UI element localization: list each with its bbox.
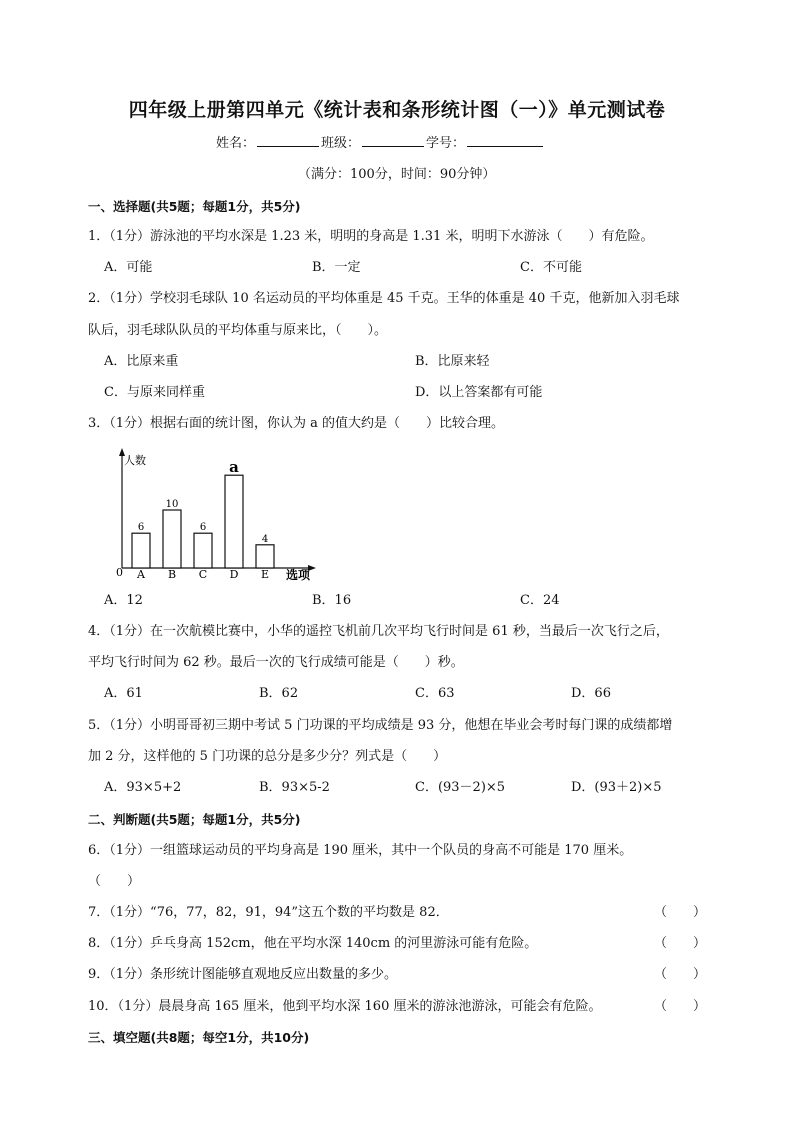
question-4-line-1: 4．（1分）在一次航模比赛中，小华的遥控飞机前几次平均飞行时间是 61 秒，当最后一次飞行之后， (88, 624, 669, 639)
q4-option-a[interactable]: A．61 (104, 686, 143, 701)
q3-option-c[interactable]: C．24 (520, 593, 560, 608)
q1-option-b[interactable]: B．一定 (312, 260, 361, 275)
tick-label-c: C (198, 568, 208, 581)
q5-option-b[interactable]: B．93×5-2 (259, 780, 330, 795)
origin-label: 0 (116, 566, 123, 579)
q4-option-d[interactable]: D．66 (571, 686, 611, 701)
question-2-line-2: 队后，羽毛球队队员的平均体重与原来比，（ ）。 (88, 323, 388, 338)
question-4-line-2: 平均飞行时间为 62 秒。最后一次的飞行成绩可能是（ ）秒。 (88, 655, 464, 670)
page-title: 四年级上册第四单元《统计表和条形统计图（一）》单元测试卷 (128, 99, 666, 121)
student-info-line (216, 134, 545, 153)
data-label-d: a (229, 458, 239, 477)
q5-option-d[interactable]: D．(93＋2)×5 (571, 780, 662, 795)
section-2-heading: 二、判断题(共5题；每题1分，共5分) (88, 812, 301, 827)
q8-answer-paren[interactable]: （ ） (654, 936, 707, 951)
bar-c (194, 533, 212, 568)
tick-label-d: D (229, 568, 239, 581)
q5-option-c[interactable]: C．(93－2)×5 (415, 780, 506, 795)
question-3: 3．（1分）根据右面的统计图，你认为 a 的值大约是（ ）比较合理。 (88, 416, 505, 431)
question-2-line-1: 2．（1分）学校羽毛球队 10 名运动员的平均体重是 45 千克。王华的体重是 40 千克，他新加入羽毛球 (88, 291, 680, 306)
class-blank[interactable] (362, 134, 424, 147)
x-axis-label: 选项 (286, 568, 311, 582)
q6-answer-paren[interactable]: （ ） (88, 874, 141, 889)
id-label: 学号： (426, 136, 466, 151)
bar-chart (110, 446, 340, 586)
section-3-heading: 三、填空题(共8题；每空1分，共10分) (88, 1030, 310, 1045)
question-8: 8．（1分）乒乓身高 152cm，他在平均水深 140cm 的河里游泳可能有危险。 (88, 936, 538, 951)
data-label-b: 10 (165, 499, 179, 510)
bar-a (132, 533, 150, 568)
bar-e (256, 545, 274, 568)
question-10: 10．（1分）晨晨身高 165 厘米，他到平均水深 160 厘米的游泳池游泳，可能会有危险。 (88, 999, 602, 1014)
question-5-line-2: 加 2 分，这样他的 5 门功课的总分是多少分？列式是（ ） (88, 749, 447, 764)
section-1-heading: 一、选择题(共5题；每题1分，共5分) (88, 199, 301, 214)
y-axis-label: 人数 (124, 454, 146, 467)
name-blank[interactable] (257, 134, 319, 147)
q2-option-a[interactable]: A．比原来重 (104, 354, 179, 369)
name-label: 姓名： (216, 136, 256, 151)
q2-option-d[interactable]: D．以上答案都有可能 (415, 385, 543, 400)
question-7: 7．（1分）“76，77，82，91，94”这五个数的平均数是 82． (88, 905, 449, 920)
q3-option-b[interactable]: B．16 (312, 593, 352, 608)
exam-subtitle: （满分：100分，时间：90分钟） (298, 167, 496, 182)
bar-d (225, 475, 243, 568)
q1-option-c[interactable]: C．不可能 (520, 260, 582, 275)
q4-option-b[interactable]: B．62 (259, 686, 299, 701)
q9-answer-paren[interactable]: （ ） (654, 967, 707, 982)
q2-option-b[interactable]: B．比原来轻 (415, 354, 490, 369)
data-label-a: 6 (137, 522, 145, 534)
question-5-line-1: 5．（1分）小明哥哥初三期中考试 5 门功课的平均成绩是 93 分，他想在毕业会考时每门课的成绩都增 (88, 718, 673, 733)
q5-option-a[interactable]: A．93×5+2 (104, 780, 182, 795)
tick-label-e: E (260, 568, 270, 581)
q1-option-a[interactable]: A．可能 (104, 260, 153, 275)
bar-b (163, 510, 181, 568)
q7-answer-paren[interactable]: （ ） (654, 905, 707, 920)
tick-label-b: B (167, 568, 177, 581)
question-9: 9．（1分）条形统计图能够直观地反应出数量的多少。 (88, 967, 398, 982)
class-label: 班级： (321, 136, 361, 151)
q4-option-c[interactable]: C．63 (415, 686, 455, 701)
data-label-c: 6 (199, 522, 207, 534)
question-6: 6．（1分）一组篮球运动员的平均身高是 190 厘米，其中一个队员的身高不可能是 170 厘米。 (88, 843, 633, 858)
question-1: 1．（1分）游泳池的平均水深是 1.23 米，明明的身高是 1.31 米，明明下水游泳（ ）有危险。 (88, 229, 654, 244)
q3-option-a[interactable]: A．12 (104, 593, 143, 608)
tick-label-a: A (137, 568, 145, 581)
q2-option-c[interactable]: C．与原来同样重 (104, 385, 205, 400)
q10-answer-paren[interactable]: （ ） (654, 999, 707, 1014)
data-label-e: 4 (261, 533, 269, 545)
id-blank[interactable] (467, 134, 543, 147)
